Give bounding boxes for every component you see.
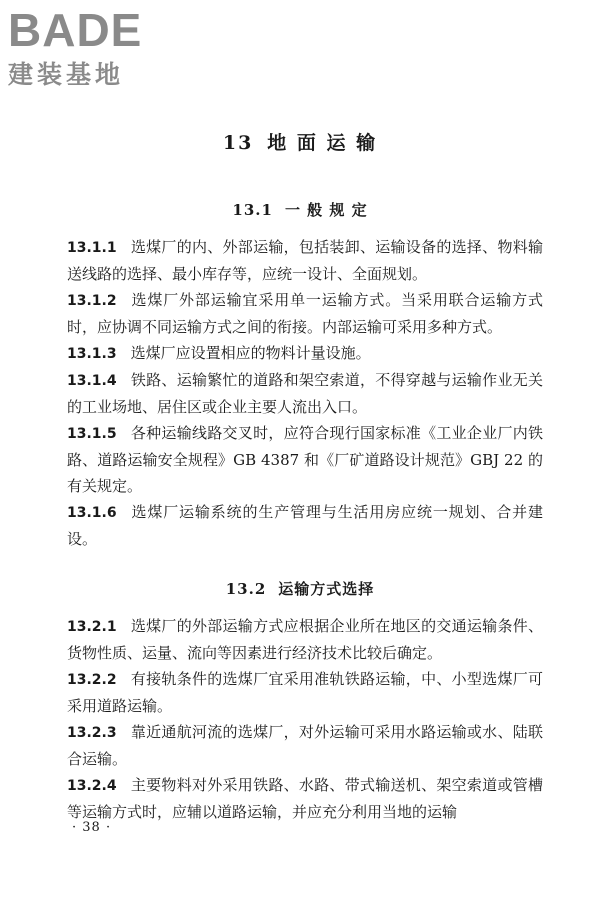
clause-number: 13.1.1 — [67, 240, 117, 256]
clause-text: 选煤厂运输系统的生产管理与生活用房应统一规划、合并建设。 — [67, 503, 543, 548]
clause — [67, 420, 543, 499]
clause-number: 13.1.2 — [67, 293, 117, 309]
clause-text: 有接轨条件的选煤厂宜采用准轨铁路运输，中、小型选煤厂可采用道路运输。 — [67, 670, 543, 715]
clause — [67, 234, 543, 287]
clause-number: 13.2.4 — [67, 778, 117, 794]
chapter-title: 地 面 运 输 — [267, 132, 378, 154]
clause — [67, 499, 543, 552]
clause-text: 主要物料对外采用铁路、水路、带式输送机、架空索道或管槽等运输方式时，应辅以道路运输，并应充分利用当地的运输 — [67, 776, 543, 821]
clause-number: 13.1.4 — [67, 373, 117, 389]
section-number: 13.2 — [225, 580, 267, 598]
clause-text: 各种运输线路交叉时，应符合现行国家标准《工业企业厂内铁路、道路运输安全规程》GB 4387 和《厂矿道路设计规范》GBJ 22 的有关规定。 — [67, 424, 543, 495]
section-title: 一 般 规 定 — [284, 201, 368, 219]
section-body — [67, 613, 543, 825]
clause-text: 选煤厂的外部运输方式应根据企业所在地区的交通运输条件、货物性质、运量、流向等因素进行经济技术比较后确定。 — [67, 617, 543, 662]
section-title: 运输方式选择 — [278, 580, 375, 598]
clause-number: 13.2.1 — [67, 619, 117, 635]
chapter-number: 13 — [222, 132, 254, 154]
logo-subtitle: 建装基地 — [8, 60, 125, 89]
clause — [67, 772, 543, 825]
clause — [67, 719, 543, 772]
clause-text: 选煤厂应设置相应的物料计量设施。 — [130, 344, 371, 362]
section-body — [67, 234, 543, 552]
clause-text: 选煤厂外部运输宜采用单一运输方式。当采用联合运输方式时，应协调不同运输方式之间的衔接。内部运输可采用多种方式。 — [67, 291, 543, 336]
chapter-heading — [0, 128, 600, 155]
clause — [67, 340, 543, 367]
clause — [67, 367, 543, 420]
clause-text: 铁路、运输繁忙的道路和架空索道，不得穿越与运输作业无关的工业场地、居住区或企业主要人流出入口。 — [67, 371, 543, 416]
logo-wordmark: BADE — [8, 4, 143, 56]
bade-logo — [8, 6, 142, 90]
clause — [67, 287, 543, 340]
page-number: · 38 · — [72, 820, 112, 835]
clause-number: 13.1.3 — [67, 346, 117, 362]
clause-text: 选煤厂的内、外部运输，包括装卸、运输设备的选择、物料输送线路的选择、最小库存等，应统一设计、全面规划。 — [67, 238, 543, 283]
clause-number: 13.2.3 — [67, 725, 117, 741]
clause-number: 13.1.6 — [67, 505, 117, 521]
clause-text: 靠近通航河流的选煤厂，对外运输可采用水路运输或水、陆联合运输。 — [67, 723, 543, 768]
clause-number: 13.2.2 — [67, 672, 117, 688]
clause — [67, 613, 543, 666]
section-heading — [0, 578, 600, 599]
section-heading — [0, 199, 600, 220]
clause — [67, 666, 543, 719]
clause-number: 13.1.5 — [67, 426, 117, 442]
section-number: 13.1 — [232, 201, 273, 219]
